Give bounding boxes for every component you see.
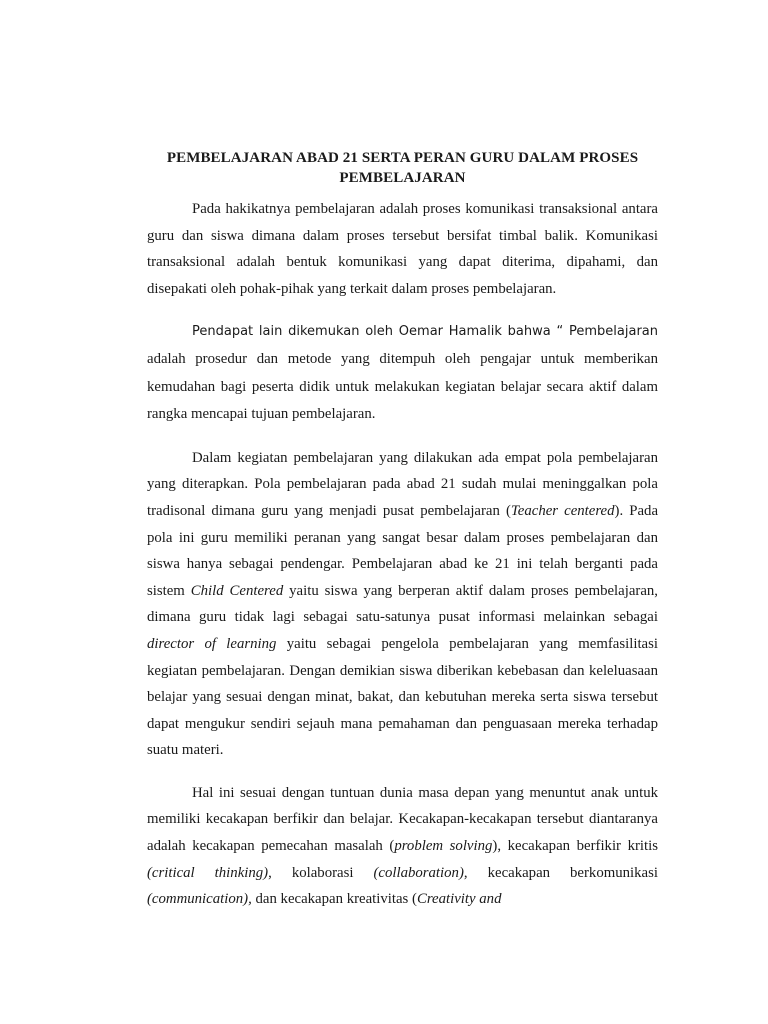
document-page bbox=[147, 148, 658, 913]
term-communication: (communication), bbox=[147, 891, 252, 908]
paragraph-3-text-a: Dalam kegiatan pembelajaran yang dilakukan ada empat pola pembelajaran yang diterapkan. Pola pembelajaran pada abad 21 sudah mulai meninggalkan pola tradisonal dimana guru yang menjadi pusat pembelajaran ( bbox=[147, 449, 658, 519]
paragraph-4-text-d: , kecakapan berkomunikasi bbox=[463, 864, 658, 881]
paragraph-2-rest: adalah prosedur dan metode yang ditempuh oleh pengajar untuk memberikan kemudahan bagi peserta didik untuk melakukan kegiatan belajar secara aktif dalam rangka mencapai tujuan pembelajaran. bbox=[147, 350, 658, 423]
paragraph-4 bbox=[147, 780, 658, 913]
term-problem-solving: problem solving bbox=[394, 838, 493, 855]
term-teacher-centered: Teacher centered bbox=[510, 502, 615, 519]
term-collaboration: (collaboration) bbox=[373, 864, 464, 881]
term-director-of-learning: director of learning bbox=[147, 635, 277, 652]
paragraph-4-text-a: Hal ini sesuai dengan tuntuan dunia masa depan yang menuntut anak untuk memiliki kecakapan berfikir dan belajar. Kecakapan-kecakapan tersebut diantaranya adalah kecakapan pemecahan masalah ( bbox=[147, 784, 658, 855]
term-creativity: Creativity and bbox=[416, 891, 502, 908]
paragraph-3 bbox=[147, 445, 658, 764]
title-line-1: PEMBELAJARAN ABAD 21 SERTA PERAN GURU DALAM PROSES bbox=[166, 150, 639, 166]
paragraph-4-text-e: dan kecakapan kreativitas ( bbox=[251, 891, 417, 908]
paragraph-3-text-d: yaitu sebagai pengelola pembelajaran yang memfasilitasi kegiatan pembelajaran. Dengan demikian siswa diberikan kebebasan dan keleluasaan belajar yang sesuai dengan minat, bakat, dan kebutuhan mereka serta siswa tersebut dapat mengukur sendiri sejauh mana pemahaman dan penguasaan mereka terhadap suatu materi. bbox=[147, 635, 658, 759]
paragraph-3-text-c: yaitu siswa yang berperan aktif dalam proses pembelajaran, dimana guru tidak lagi sebagai satu-satunya pusat informasi melainkan sebagai bbox=[147, 582, 658, 626]
paragraph-2-lead: Pendapat lain dikemukan oleh Oemar Hamalik bahwa “ Pembelajaran bbox=[192, 324, 658, 340]
paragraph-4-text-c: , kolaborasi bbox=[268, 864, 374, 881]
paragraph-4-text-b: ), kecakapan berfikir kritis bbox=[492, 838, 658, 855]
term-critical-thinking: (critical thinking) bbox=[147, 864, 269, 881]
document-title bbox=[147, 148, 658, 188]
paragraph-1: Pada hakikatnya pembelajaran adalah proses komunikasi transaksional antara guru dan siswa dimana dalam proses tersebut bersifat timbal balik. Komunikasi transaksional adalah bentuk komunikasi yang dapat diterima, dipahami, dan disepakati oleh pohak-pihak yang terkait dalam proses pembelajaran. bbox=[147, 201, 658, 297]
paragraph-3-text-b: ). Pada pola ini guru memiliki peranan yang sangat besar dalam proses pembelajaran dan siswa hanya sebagai pendengar. Pembelajaran abad ke 21 ini telah berganti pada sistem bbox=[147, 502, 659, 599]
paragraph-2 bbox=[147, 318, 658, 428]
title-line-2: PEMBELAJARAN bbox=[339, 170, 466, 186]
term-child-centered: Child Centered bbox=[190, 582, 284, 599]
